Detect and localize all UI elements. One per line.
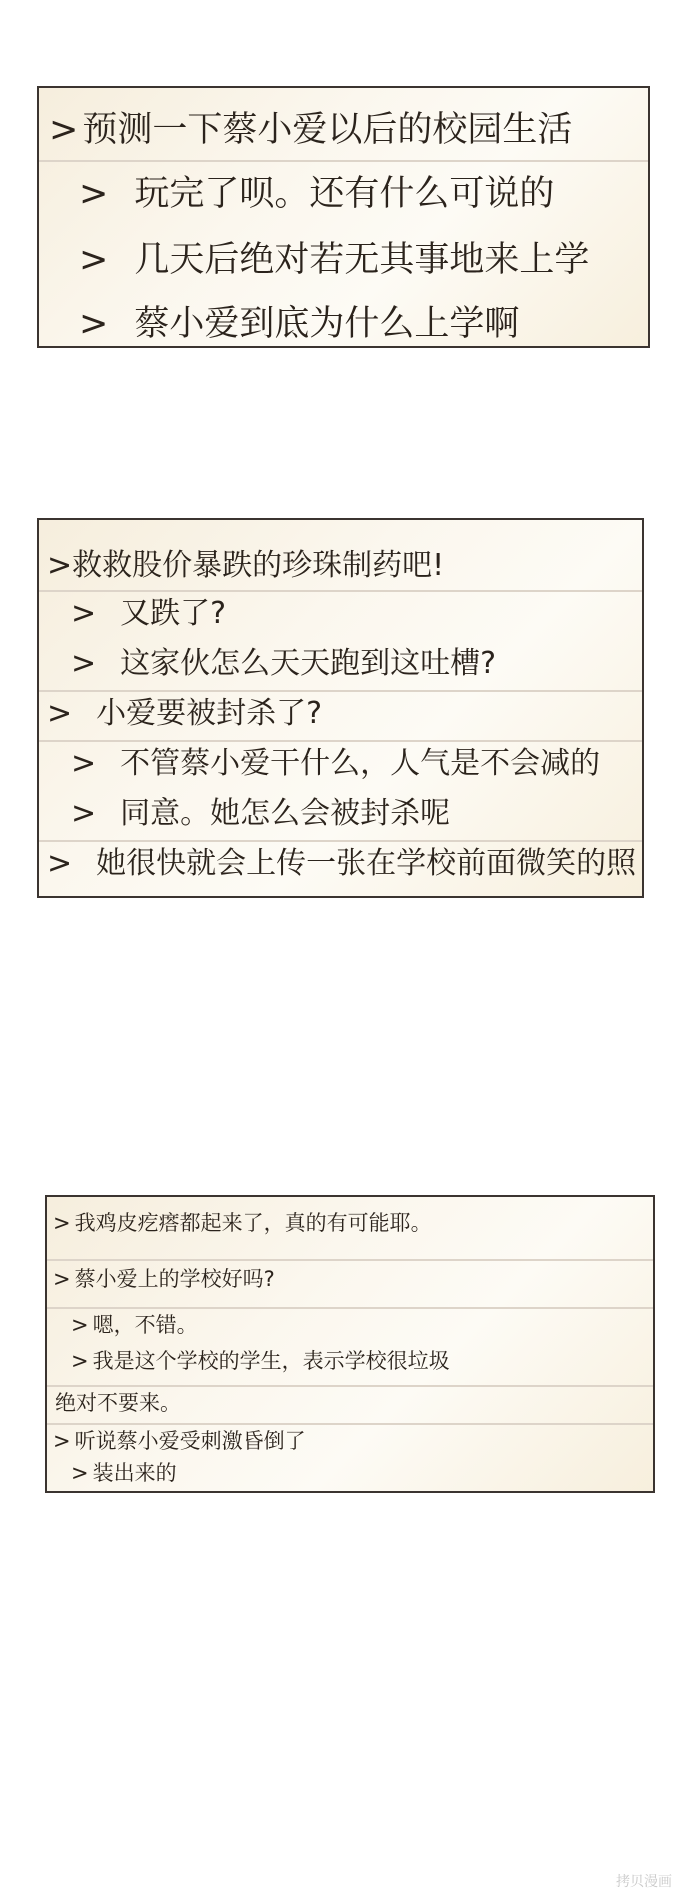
thread-title[interactable] xyxy=(39,108,648,152)
chevron-right-icon: > xyxy=(71,796,97,831)
divider xyxy=(47,1385,653,1387)
reply-text: 嗯，不错。 xyxy=(92,1313,198,1337)
thread-title[interactable] xyxy=(39,844,642,884)
chevron-right-icon: > xyxy=(71,596,97,631)
chevron-right-icon: > xyxy=(47,846,73,881)
forum-panel-2 xyxy=(37,518,644,898)
reply-item[interactable] xyxy=(39,744,642,784)
forum-panel-3 xyxy=(45,1195,655,1493)
reply-text: 不管蔡小爱干什么，人气是不会减的 xyxy=(120,746,601,781)
reply-text: 同意。她怎么会被封杀呢 xyxy=(120,796,451,831)
thread-title-text: 她很快就会上传一张在学校前面微笑的照 xyxy=(96,846,637,881)
thread-title-text: 蔡小爱上的学校好吗? xyxy=(74,1267,275,1291)
thread-title-text: 预测一下蔡小爱以后的校园生活 xyxy=(82,110,573,150)
chevron-right-icon: > xyxy=(71,746,97,781)
chevron-right-icon: > xyxy=(79,304,109,344)
thread-title-text: 救救股价暴跌的珍珠制药吧! xyxy=(72,548,445,583)
thread-title[interactable] xyxy=(39,546,642,586)
divider xyxy=(47,1307,653,1309)
chevron-right-icon: > xyxy=(71,1313,89,1337)
chevron-right-icon: > xyxy=(71,646,97,681)
divider xyxy=(39,690,642,692)
reply-item[interactable] xyxy=(39,172,648,216)
reply-text: 蔡小爱到底为什么上学啊 xyxy=(134,304,520,344)
forum-panel-1 xyxy=(37,86,650,348)
chevron-right-icon: > xyxy=(47,696,73,731)
reply-item[interactable] xyxy=(47,1311,653,1339)
thread-title-text: 小爱要被封杀了? xyxy=(96,696,323,731)
chevron-right-icon: > xyxy=(47,548,73,583)
chevron-right-icon: > xyxy=(53,1429,71,1453)
thread-title[interactable] xyxy=(47,1427,653,1455)
reply-text: 又跌了? xyxy=(120,596,227,631)
reply-text: 装出来的 xyxy=(92,1461,177,1485)
divider xyxy=(39,590,642,592)
chevron-right-icon: > xyxy=(79,240,109,280)
watermark: 拷贝漫画 xyxy=(616,1874,672,1890)
reply-text: 几天后绝对若无其事地来上学 xyxy=(134,240,590,280)
reply-item[interactable] xyxy=(47,1347,653,1375)
thread-title[interactable] xyxy=(39,694,642,734)
divider xyxy=(47,1259,653,1261)
reply-item[interactable] xyxy=(47,1209,653,1237)
divider xyxy=(39,840,642,842)
divider xyxy=(39,740,642,742)
chevron-right-icon: > xyxy=(79,174,109,214)
divider xyxy=(39,160,648,162)
thread-title[interactable] xyxy=(47,1265,653,1293)
chevron-right-icon: > xyxy=(71,1349,89,1373)
reply-item[interactable] xyxy=(39,594,642,634)
chevron-right-icon: > xyxy=(53,1267,71,1291)
reply-text: 我鸡皮疙瘩都起来了，真的有可能耶。 xyxy=(74,1211,432,1235)
chevron-right-icon: > xyxy=(49,110,79,150)
reply-text: 玩完了呗。还有什么可说的 xyxy=(134,174,555,214)
reply-item[interactable] xyxy=(47,1459,653,1487)
reply-item[interactable] xyxy=(39,794,642,834)
continuation-text: 绝对不要来。 xyxy=(55,1391,181,1415)
reply-text: 我是这个学校的学生，表示学校很垃圾 xyxy=(92,1349,450,1373)
reply-text: 这家伙怎么天天跑到这吐槽? xyxy=(120,646,497,681)
divider xyxy=(47,1423,653,1425)
chevron-right-icon: > xyxy=(53,1211,71,1235)
reply-item[interactable] xyxy=(39,644,642,684)
reply-item[interactable] xyxy=(39,238,648,282)
thread-title-text: 听说蔡小爱受刺激昏倒了 xyxy=(74,1429,306,1453)
chevron-right-icon: > xyxy=(71,1461,89,1485)
reply-item[interactable] xyxy=(39,302,648,346)
